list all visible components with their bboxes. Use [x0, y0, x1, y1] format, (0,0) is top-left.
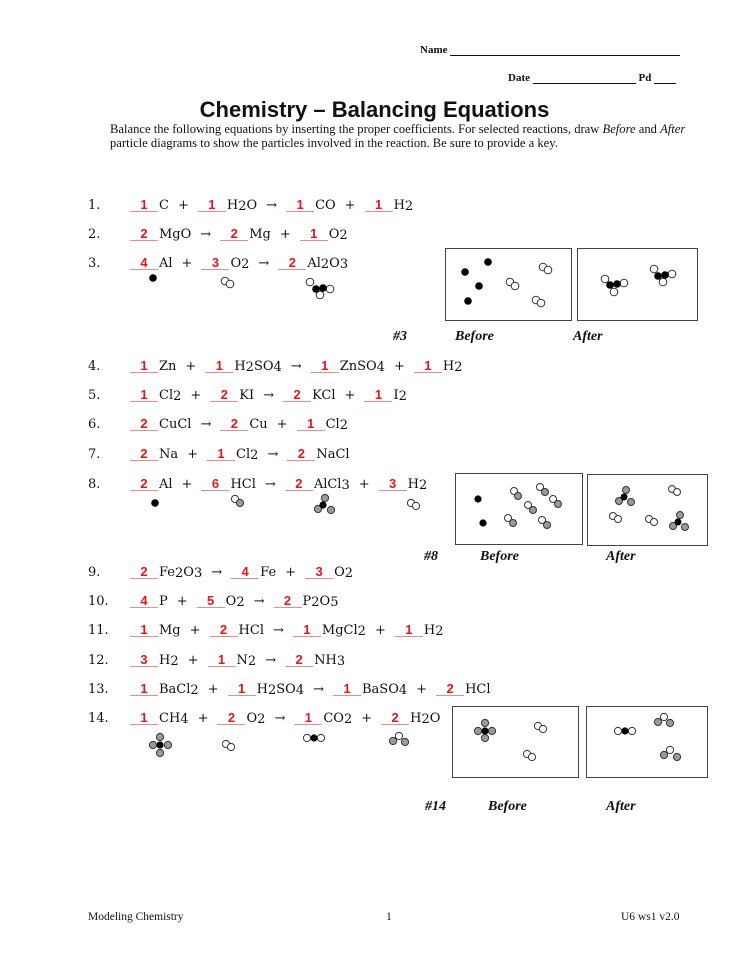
equation-number: 14.	[88, 711, 109, 726]
arrow-icon: →	[211, 565, 223, 580]
arrow-icon: →	[313, 682, 324, 697]
coefficient-blank[interactable]: 2	[210, 388, 238, 402]
chemical-formula: $O_2$	[334, 565, 354, 581]
chemical-formula: $Cl_2$	[236, 447, 259, 463]
coefficient-blank[interactable]: 4	[130, 594, 158, 608]
chemical-formula: $H_2$	[393, 198, 414, 214]
coefficient-blank[interactable]: 1	[130, 198, 158, 212]
plus-sign: +	[177, 198, 189, 213]
equation-number: 13.	[88, 682, 109, 697]
equation-number: 4.	[88, 359, 101, 374]
chemical-formula: Mg	[159, 623, 181, 638]
chemical-formula: P	[159, 594, 168, 609]
coefficient-blank[interactable]: 2	[287, 447, 315, 461]
coefficient-blank[interactable]: 2	[130, 565, 158, 579]
coefficient-blank[interactable]: 2	[283, 388, 311, 402]
arrow-icon: →	[253, 594, 265, 609]
arrow-icon: →	[267, 447, 279, 462]
coefficient-blank[interactable]: 2	[274, 594, 302, 608]
chemical-formula: $P_2O_5$	[302, 594, 339, 610]
chemical-formula: $NH_3$	[314, 653, 346, 669]
plus-sign: +	[176, 594, 188, 609]
equation-number: 6.	[88, 417, 101, 432]
coefficient-blank[interactable]: 6	[201, 477, 229, 491]
coefficient-blank[interactable]: 1	[300, 227, 328, 241]
and-word: and	[635, 122, 661, 136]
coefficient-blank[interactable]: 1	[205, 359, 233, 373]
plus-sign: +	[181, 477, 193, 492]
page-title: Chemistry – Balancing Equations	[199, 97, 550, 122]
arrow-icon: →	[265, 653, 277, 668]
coefficient-blank[interactable]: 2	[436, 682, 464, 696]
plus-sign: +	[189, 623, 201, 638]
diagram-3-after-label: After	[573, 329, 603, 344]
coefficient-blank[interactable]: 2	[130, 477, 158, 491]
chemical-formula: $Cl_2$	[325, 417, 348, 433]
chemical-formula: HCl	[238, 623, 264, 638]
equation-number: 12.	[88, 653, 109, 668]
coefficient-blank[interactable]: 2	[220, 227, 248, 241]
arrow-icon: →	[264, 477, 276, 492]
plus-sign: +	[344, 388, 356, 403]
coefficient-blank[interactable]: 1	[293, 623, 321, 637]
coefficient-blank[interactable]: 1	[130, 388, 158, 402]
equation-number: 2.	[88, 227, 101, 242]
chemical-formula: CuCl	[159, 417, 192, 432]
footer-left: Modeling Chemistry	[88, 911, 184, 923]
coefficient-blank[interactable]: 2	[130, 417, 158, 431]
chemical-formula: KCl	[312, 388, 336, 403]
chemical-formula: Na	[159, 447, 179, 462]
chemical-formula: HCl	[230, 477, 256, 492]
chemical-formula: $Al_2O_3$	[307, 256, 349, 272]
chemical-formula: $H_2SO_4$	[256, 682, 305, 698]
plus-sign: +	[190, 388, 202, 403]
coefficient-blank[interactable]: 1	[208, 653, 236, 667]
plus-sign: +	[416, 682, 428, 697]
chemical-formula: Cu	[249, 417, 268, 432]
coefficient-blank[interactable]: 3	[201, 256, 229, 270]
coefficient-blank[interactable]: 2	[278, 256, 306, 270]
coefficient-blank[interactable]: 2	[220, 417, 248, 431]
coefficient-blank[interactable]: 5	[197, 594, 225, 608]
chemical-formula: $O_2$	[225, 594, 245, 610]
coefficient-blank[interactable]: 1	[364, 388, 392, 402]
arrow-icon: →	[273, 623, 284, 638]
chemical-formula: $O_2$	[246, 711, 266, 727]
plus-sign: +	[393, 359, 405, 374]
diagram-14-tag: #14	[425, 799, 446, 814]
chemical-formula: $O_2$	[328, 227, 348, 243]
chemical-formula: NaCl	[316, 447, 350, 462]
arrow-icon: →	[290, 359, 302, 374]
period-label: Pd	[638, 72, 652, 84]
chemical-formula: MgO	[159, 227, 192, 242]
chemical-formula: $H_2$	[423, 623, 444, 639]
chemical-formula: MgCl$_2$	[321, 623, 366, 639]
chemical-formula: $Fe_2O_3$	[159, 565, 203, 581]
coefficient-blank[interactable]: 2	[130, 227, 158, 241]
plus-sign: +	[187, 447, 199, 462]
chemical-formula: Zn	[159, 359, 177, 374]
arrow-icon: →	[200, 417, 212, 432]
coefficient-blank[interactable]: 4	[231, 565, 259, 579]
date-label: Date	[508, 72, 530, 84]
chemical-formula: $H_2$	[442, 359, 463, 375]
diagram-8-after-label: After	[606, 549, 636, 564]
diagram-3-tag: #3	[393, 329, 407, 344]
chemical-formula: $H_2$	[407, 477, 428, 493]
diagram-14-before-label: Before	[488, 799, 527, 814]
plus-sign: +	[374, 623, 386, 638]
before-word: Before	[602, 122, 636, 136]
plus-sign: +	[361, 711, 373, 726]
coefficient-blank[interactable]: 1	[365, 198, 393, 212]
coefficient-blank[interactable]: 1	[130, 682, 158, 696]
chemical-formula: BaCl$_2$	[159, 682, 199, 698]
instructions-text: Balance the following equations by inserting the proper coefficients. For selected reactions, draw	[110, 122, 603, 136]
coefficient-blank[interactable]: 1	[311, 359, 339, 373]
plus-sign: +	[187, 653, 199, 668]
equation-number: 10.	[88, 594, 109, 609]
chemical-formula: AlCl$_3$	[313, 477, 350, 493]
chemical-formula: $Cl_2$	[159, 388, 182, 404]
chemical-formula: Fe	[260, 565, 277, 580]
chemical-formula: $CO_2$	[323, 711, 353, 727]
coefficient-blank[interactable]: 2	[217, 711, 245, 725]
chemical-formula: $H_2$	[159, 653, 179, 669]
chemical-formula: $CH_4$	[159, 711, 189, 727]
plus-sign: +	[181, 256, 193, 271]
arrow-icon: →	[274, 711, 286, 726]
coefficient-blank[interactable]: 3	[305, 565, 333, 579]
chemical-formula: C	[159, 198, 169, 213]
chemical-formula: ZnSO$_4$	[339, 359, 385, 375]
footer-right: U6 ws1 v2.0	[621, 911, 680, 923]
diagram-8-before-label: Before	[480, 549, 519, 564]
equation-number: 11.	[88, 623, 109, 638]
coefficient-blank[interactable]: 1	[130, 711, 158, 725]
arrow-icon: →	[266, 198, 278, 213]
chemical-formula: KI	[239, 388, 255, 403]
arrow-icon: →	[258, 256, 270, 271]
page-number: 1	[386, 911, 392, 923]
arrow-icon: →	[263, 388, 275, 403]
coefficient-blank[interactable]: 1	[130, 623, 158, 637]
plus-sign: +	[197, 711, 209, 726]
chemical-formula: Al	[159, 477, 173, 492]
diagram-8-tag: #8	[424, 549, 438, 564]
equation-number: 8.	[88, 477, 101, 492]
chemical-formula: HCl	[465, 682, 491, 697]
plus-sign: +	[185, 359, 197, 374]
arrow-icon: →	[200, 227, 212, 242]
plus-sign: +	[207, 682, 219, 697]
coefficient-blank[interactable]: 1	[198, 198, 226, 212]
coefficient-blank[interactable]: 4	[130, 256, 158, 270]
coefficient-blank[interactable]: 1	[207, 447, 235, 461]
chemical-formula: $N_2$	[236, 653, 257, 669]
chemical-formula: $H_2O$	[226, 198, 258, 214]
chemical-formula: $O_2$	[230, 256, 250, 272]
chemical-formula: BaSO$_4$	[362, 682, 408, 698]
chemical-formula: $I_2$	[393, 388, 407, 404]
equation-number: 3.	[88, 256, 101, 271]
chemical-formula: $H_2SO_4$	[234, 359, 282, 375]
coefficient-blank[interactable]: 1	[286, 198, 314, 212]
chemical-formula: CO	[315, 198, 336, 213]
coefficient-blank[interactable]: 1	[228, 682, 256, 696]
equation-number: 7.	[88, 447, 101, 462]
coefficient-blank[interactable]: 1	[294, 711, 322, 725]
name-label: Name	[420, 44, 448, 56]
plus-sign: +	[358, 477, 370, 492]
coefficient-blank[interactable]: 1	[414, 359, 442, 373]
plus-sign: +	[344, 198, 356, 213]
coefficient-blank[interactable]: 1	[130, 359, 158, 373]
coefficient-blank[interactable]: 1	[395, 623, 423, 637]
coefficient-blank[interactable]: 2	[381, 711, 409, 725]
diagram-14-after-label: After	[606, 799, 636, 814]
after-word: After	[660, 122, 686, 136]
plus-sign: +	[276, 417, 288, 432]
coefficient-blank[interactable]: 1	[297, 417, 325, 431]
coefficient-blank[interactable]: 2	[285, 653, 313, 667]
plus-sign: +	[279, 227, 291, 242]
plus-sign: +	[285, 565, 297, 580]
diagram-3-before-label: Before	[455, 329, 494, 344]
chemical-formula: Al	[159, 256, 173, 271]
equation-number: 5.	[88, 388, 101, 403]
coefficient-blank[interactable]: 2	[210, 623, 238, 637]
coefficient-blank[interactable]: 2	[285, 477, 313, 491]
chemical-formula: $H_2O$	[410, 711, 441, 727]
equation-number: 9.	[88, 565, 101, 580]
coefficient-blank[interactable]: 3	[379, 477, 407, 491]
instructions-text-2: particle diagrams to show the particles involved in the reaction. Be sure to provide a key.	[110, 136, 558, 150]
coefficient-blank[interactable]: 2	[130, 447, 158, 461]
chemical-formula: Mg	[249, 227, 271, 242]
coefficient-blank[interactable]: 1	[333, 682, 361, 696]
equation-number: 1.	[88, 198, 101, 213]
coefficient-blank[interactable]: 3	[130, 653, 158, 667]
